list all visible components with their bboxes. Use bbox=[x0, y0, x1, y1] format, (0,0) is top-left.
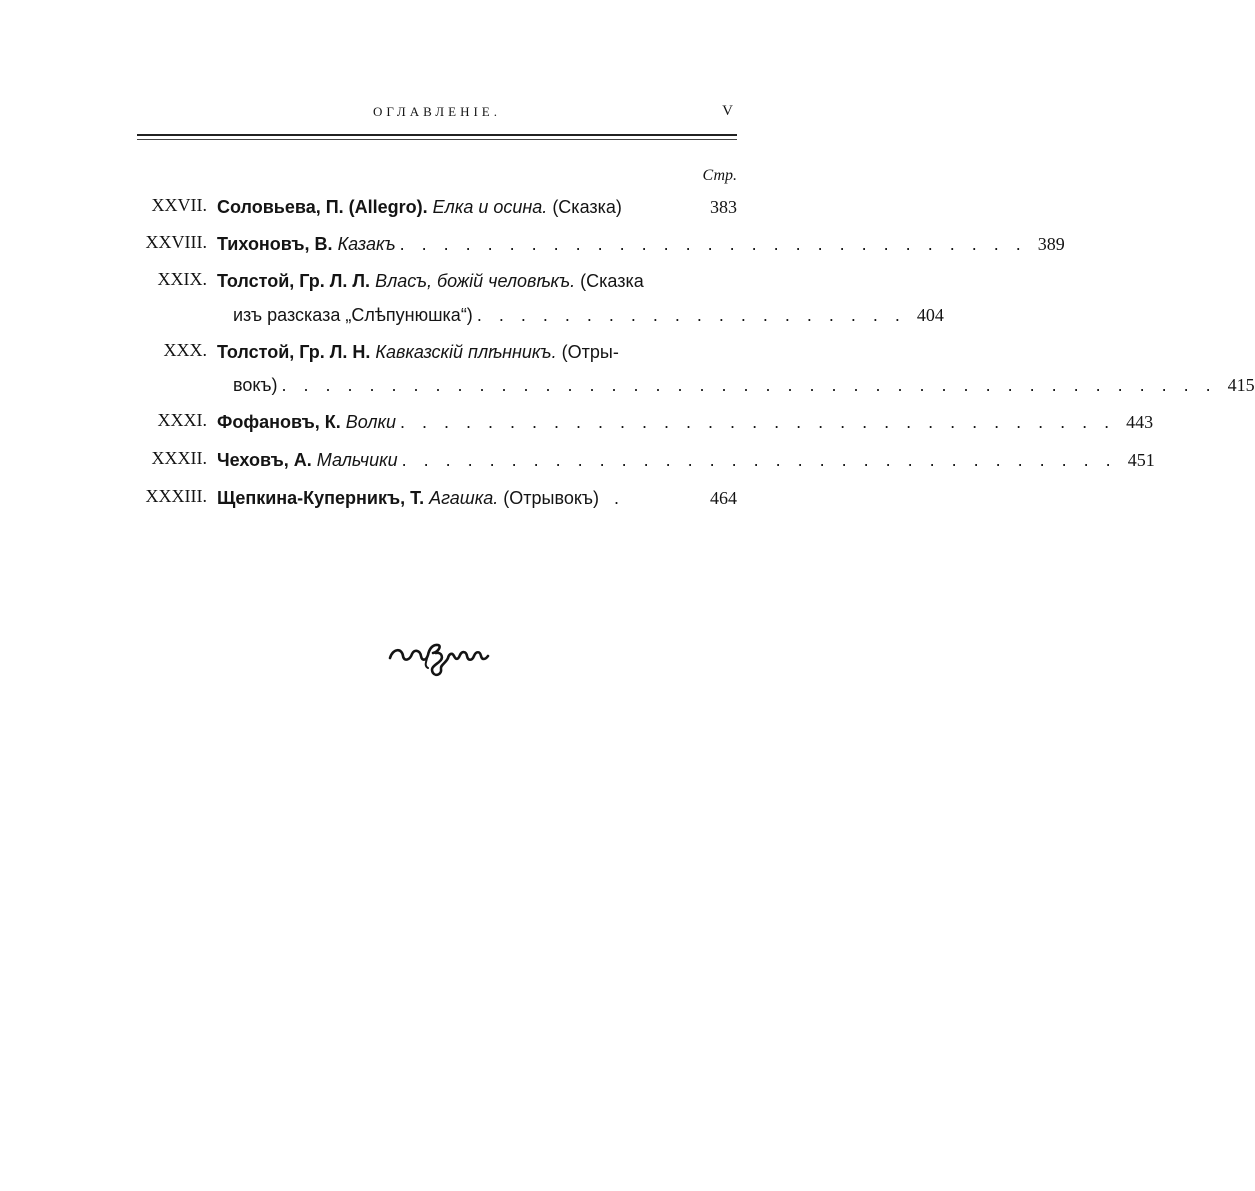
page-column-header: Стр. bbox=[702, 167, 737, 184]
entry-row bbox=[217, 269, 737, 293]
entry-note: (Сказка bbox=[580, 271, 644, 291]
header-rule-thick bbox=[137, 134, 737, 136]
entry-author: Тихоновъ, В. bbox=[217, 234, 333, 254]
entry-number: XXVII. bbox=[151, 195, 207, 215]
leader-dots: . . . . . . . . . . . . . . . . . . . . . . . . . . . . . . . . . bbox=[401, 450, 1117, 470]
entry-author: Фофановъ, К. bbox=[217, 412, 341, 432]
entry-number: XXIX. bbox=[157, 269, 207, 289]
entry-note-continued: вокъ) bbox=[233, 375, 278, 395]
entry-row bbox=[217, 410, 1154, 434]
entry-row bbox=[217, 232, 1065, 256]
entry-note: (Отры- bbox=[561, 342, 619, 362]
entry-row bbox=[233, 373, 1255, 397]
entry-note-continued: изъ разсказа „Слѣпунюшка“) bbox=[233, 305, 473, 325]
entry-number: XXX. bbox=[163, 340, 207, 360]
entry-work: Волки bbox=[345, 412, 397, 432]
entry-number: XXXI. bbox=[157, 410, 207, 430]
toc-entry bbox=[137, 448, 1155, 486]
entry-work: Агашка. bbox=[429, 488, 499, 508]
entry-page: 404 bbox=[916, 305, 944, 325]
leader-dots: . . . . . . . . . . . . . . . . . . . . . . . . . . . . . bbox=[399, 234, 1027, 254]
header-title: ОГЛАВЛЕНІЕ. bbox=[373, 104, 501, 119]
entry-page: 451 bbox=[1127, 450, 1155, 470]
entry-author: Толстой, Гр. Л. Л. bbox=[217, 271, 371, 291]
entry-row bbox=[217, 340, 737, 364]
entry-number: XXXIII. bbox=[145, 486, 207, 506]
entry-row bbox=[217, 195, 737, 219]
leader-dots: . . . . . . . . . . . . . . . . . . . . . . . . . . . . . . . . . bbox=[400, 412, 1116, 432]
ornament-flourish-icon bbox=[386, 636, 492, 680]
toc-entry bbox=[137, 410, 1154, 448]
entry-work: Власъ, божій человѣкъ. bbox=[375, 271, 576, 291]
entry-note: (Отрывокъ) bbox=[503, 488, 599, 508]
toc-entry bbox=[137, 232, 1065, 269]
page-header bbox=[137, 104, 737, 128]
leader-dots: . bbox=[602, 488, 625, 508]
entry-row bbox=[217, 486, 737, 510]
entry-note: (Сказка) bbox=[552, 197, 622, 217]
entry-number: XXVIII. bbox=[145, 232, 207, 252]
toc-entry bbox=[137, 486, 737, 524]
entry-page: 443 bbox=[1126, 412, 1154, 432]
entry-work: Мальчики bbox=[316, 450, 398, 470]
leader-dots: . . . . . . . . . . . . . . . . . . . . bbox=[476, 305, 906, 325]
entry-page: 389 bbox=[1037, 234, 1065, 254]
entry-row bbox=[233, 303, 944, 327]
entry-work: Казакъ bbox=[337, 234, 396, 254]
header-rule-thin bbox=[137, 139, 737, 140]
table-of-contents bbox=[137, 195, 1255, 524]
entry-page: 464 bbox=[710, 488, 737, 508]
leader-dots: . . . . . . . . . . . . . . . . . . . . . . . . . . . . . . . . . . . . . . . . . . . bbox=[281, 375, 1217, 395]
toc-entry bbox=[137, 340, 1255, 410]
header-page-number: V bbox=[722, 103, 733, 119]
entry-author: Толстой, Гр. Л. Н. bbox=[217, 342, 371, 362]
entry-author: Щепкина-Куперникъ, Т. bbox=[217, 488, 425, 508]
entry-number: XXXII. bbox=[151, 448, 207, 468]
toc-entry bbox=[137, 269, 944, 340]
entry-work: Елка и осина. bbox=[432, 197, 548, 217]
entry-author: Чеховъ, А. bbox=[217, 450, 312, 470]
toc-entry bbox=[137, 195, 737, 232]
entry-work: Кавказскій плѣнникъ. bbox=[375, 342, 557, 362]
entry-page: 415 bbox=[1227, 375, 1255, 395]
entry-page: 383 bbox=[710, 197, 737, 217]
entry-row bbox=[217, 448, 1155, 472]
entry-author: Соловьева, П. (Allegro). bbox=[217, 197, 428, 217]
